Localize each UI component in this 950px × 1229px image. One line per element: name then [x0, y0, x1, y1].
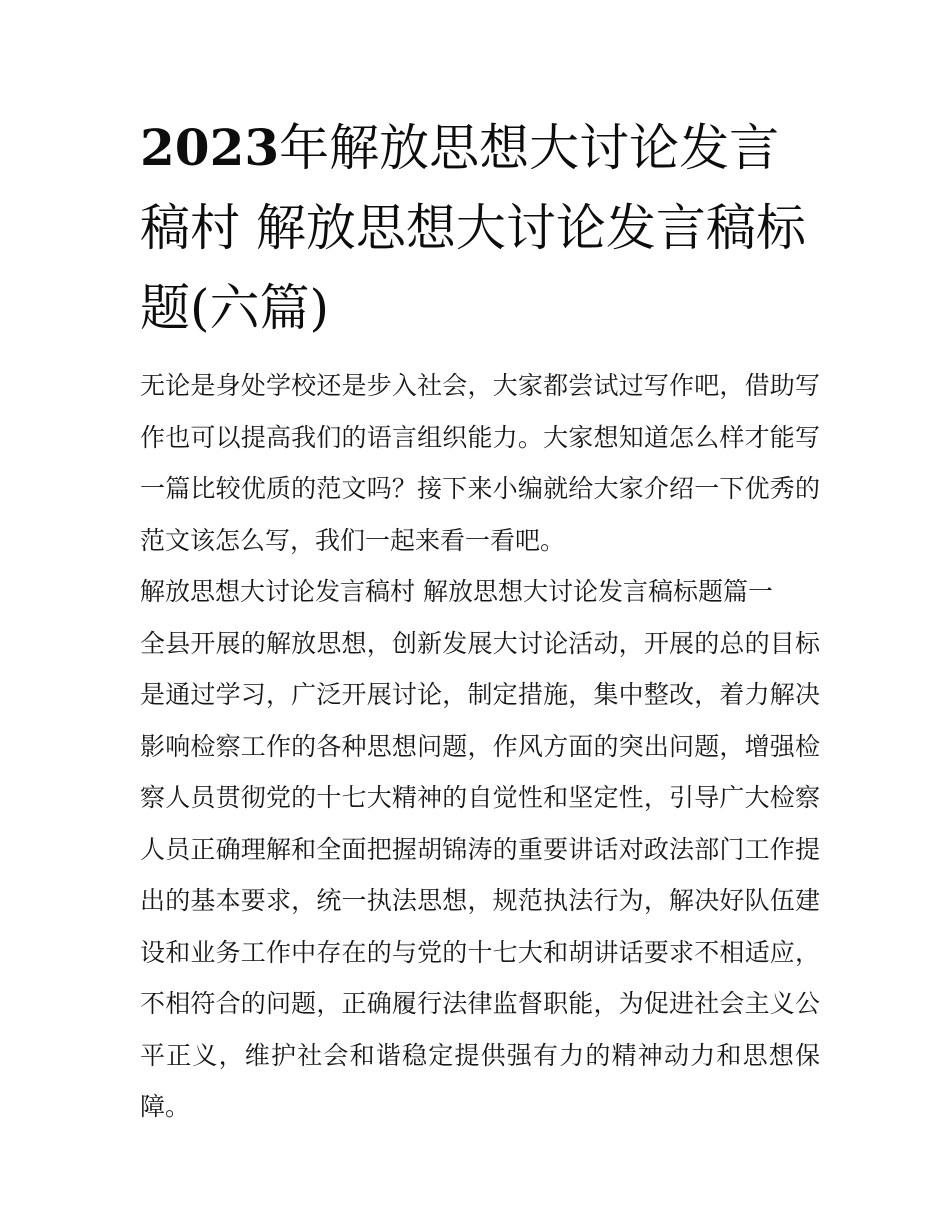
document-title [140, 108, 820, 348]
document-content [140, 108, 820, 1133]
body-paragraph: 全县开展的解放思想，创新发展大讨论活动，开展的总的目标是通过学习，广泛开展讨论，制定措施，集中整改，着力解决影响检察工作的各种思想问题，作风方面的突出问题，增强检察人员贯彻党的十七大精神的自觉性和坚定性，引导广大检察人员正确理解和全面把握胡锦涛的重要讲话对政法部门工作提出的基本要求，统一执法思想，规范执法行为，解决好队伍建设和业务工作中存在的与党的十七大和胡讲话要求不相适应，不相符合的问题，正确履行法律监督职能，为促进社会主义公平正义，维护社会和谐稳定提供强有力的精神动力和思想保障。 [140, 628, 820, 1121]
title-text: 年解放思想大讨论发言稿村 解放思想大讨论发言稿标题(六篇) [140, 119, 806, 337]
title-year: 2023 [140, 118, 280, 177]
intro-paragraph: 无论是身处学校还是步入社会，大家都尝试过写作吧，借助写作也可以提高我们的语言组织能力。大家想知道怎么样才能写一篇比较优质的范文吗？接下来小编就给大家介绍一下优秀的范文该怎么写，我们一起来看一看吧。 [140, 371, 820, 555]
section-heading: 解放思想大讨论发言稿村 解放思想大讨论发言稿标题篇一 [140, 577, 773, 606]
